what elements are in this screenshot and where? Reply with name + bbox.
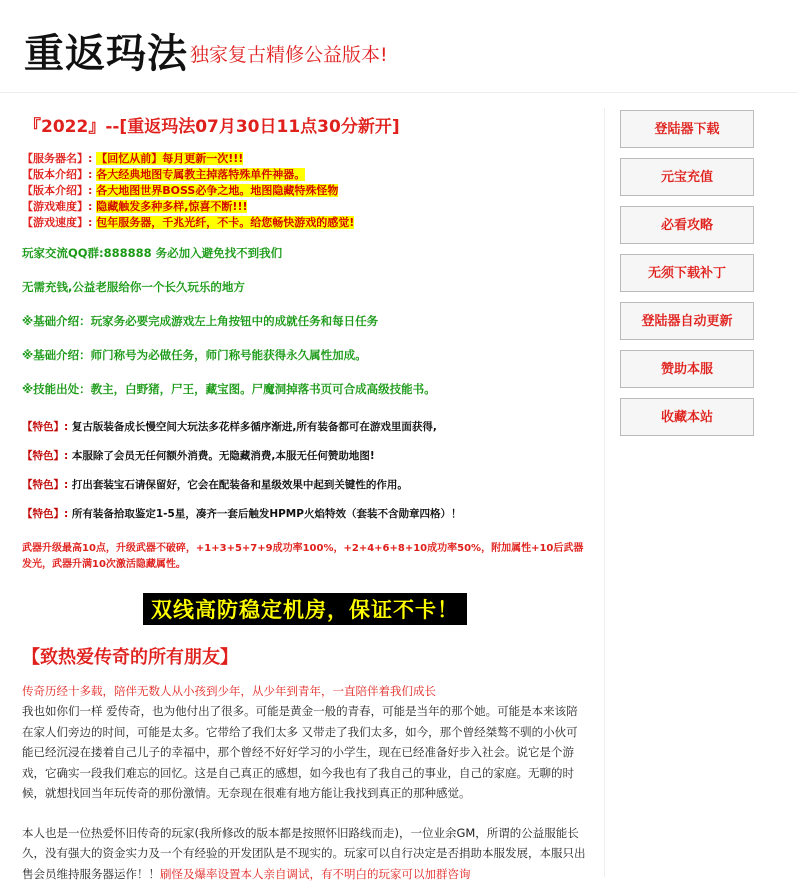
info-value: 各大地图世界BOSS必争之地。地图隐藏特殊怪物 [96, 184, 338, 197]
gm-paragraph-red: 刷怪及爆率设置本人亲自调试，有不明白的玩家可以加群咨询 [160, 867, 471, 881]
feature-line [22, 477, 588, 492]
info-row-version-1 [22, 167, 588, 183]
site-logo[interactable]: 重返玛法 [24, 22, 188, 79]
feature-label: 【特色】: [22, 421, 68, 433]
feature-text: 所有装备拾取鉴定1-5星，凑齐一套后触发HPMP火焰特效（套装不含勋章四格）！ [72, 508, 462, 520]
info-value: 【回忆从前】每月更新一次!!! [96, 152, 243, 165]
paragraph-gap [22, 804, 588, 823]
info-row-difficulty [22, 199, 588, 215]
sidebar [620, 110, 756, 446]
launcher-download-button[interactable]: 登陆器下载 [620, 110, 754, 148]
no-charge-line: 无需充钱,公益老服给你一个长久玩乐的地方 [22, 279, 588, 295]
gm-paragraph-text: 本人也是一位热爱怀旧传奇的玩家(我所修改的版本都是按照怀旧路线而走)，一位业余GM，所谓的公益服能长久，没有强大的资金实力及一个有经验的开发团队是不现实的。玩家可以自行决定是否捐助本服发展，本服只出售会员维持服务器运作！！ [22, 826, 586, 881]
feature-label: 【特色】: [22, 508, 68, 520]
gm-paragraph [22, 823, 588, 884]
sponsor-button[interactable]: 赞助本服 [620, 350, 754, 388]
feature-text: 复古版装备成长慢空间大玩法多花样多循序渐进,所有装备都可在游戏里面获得, [72, 421, 437, 433]
feature-text: 打出套装宝石请保留好，它会在配装备和星级效果中起到关键性的作用。 [72, 479, 408, 491]
skill-source-line: ※技能出处：教主，白野猪，尸王，藏宝图。尸魔洞掉落书页可合成高级技能书。 [22, 381, 588, 397]
feature-label: 【特色】: [22, 479, 68, 491]
basic-intro-tasks: ※基础介绍：玩家务必要完成游戏左上角按钮中的成就任务和每日任务 [22, 313, 588, 329]
info-label: 【版本介绍】: [22, 168, 92, 181]
site-header [0, 0, 798, 93]
info-label: 【游戏速度】: [22, 216, 92, 229]
main-content [22, 108, 588, 884]
column-divider [604, 108, 605, 877]
open-date-headline: 『2022』--[重返玛法07月30日11点30分新开] [24, 112, 588, 137]
info-row-version-2 [22, 183, 588, 199]
bookmark-button[interactable]: 收藏本站 [620, 398, 754, 436]
guide-button[interactable]: 必看攻略 [620, 206, 754, 244]
stability-banner: 双线高防稳定机房，保证不卡！ [143, 593, 467, 625]
feature-text: 本服除了会员无任何额外消费。无隐藏消费,本服无任何赞助地图! [72, 450, 375, 462]
info-value: 隐藏触发多种多样,惊喜不断!!! [96, 200, 247, 213]
info-label: 【版本介绍】: [22, 184, 92, 197]
info-row-speed [22, 215, 588, 231]
banner-wrap [22, 593, 588, 625]
feature-label: 【特色】: [22, 450, 68, 462]
feature-line [22, 419, 588, 434]
feature-line [22, 448, 588, 463]
basic-intro-title: ※基础介绍：师门称号为必做任务，师门称号能获得永久属性加成。 [22, 347, 588, 363]
feature-line [22, 506, 588, 521]
section-title: 【致热爱传奇的所有朋友】 [22, 643, 588, 669]
recharge-button[interactable]: 元宝充值 [620, 158, 754, 196]
qq-group-line: 玩家交流QQ群:888888 务必加入避免找不到我们 [22, 245, 588, 261]
info-row-server-name [22, 151, 588, 167]
info-value: 各大经典地图专属教主掉落特殊单件神器。 [96, 168, 305, 181]
weapon-upgrade-note: 武器升级最高10点，升级武器不破碎，+1+3+5+7+9成功率100%，+2+4+6+8+10成功率50%，附加属性+10后武器发光，武器升满10次激活隐藏属性。 [22, 541, 588, 573]
story-paragraph: 我也如你们一样 爱传奇，也为他付出了很多。可能是黄金一般的青春，可能是当年的那个她。可能是本来该陪在家人们旁边的时间，可能是太多。它带给了我们太多 又带走了我们太多，如今，那个曾经桀骜不驯的小伙可能已经沉浸在搂着自己儿子的幸福中，那个曾经不好好学习的小学生，现在已经准备好步入社会。说它是个游戏，它确实一段我们难忘的回忆。这是自己真正的感想，如今我也有了我自己的事业，自己的家庭。无聊的时候，就想找回当年玩传奇的那份激情。无奈现在很难有地方能让我找到真正的那种感觉。 [22, 701, 588, 804]
site-slogan: 独家复古精修公益版本! [190, 40, 388, 67]
info-label: 【游戏难度】: [22, 200, 92, 213]
intro-red-line: 传奇历经十多载，陪伴无数人从小孩到少年，从少年到青年，一直陪伴着我们成长 [22, 681, 588, 701]
info-value: 包年服务器，千兆光纤，不卡。给您畅快游戏的感觉! [96, 216, 354, 229]
info-label: 【服务器名】: [22, 152, 92, 165]
no-patch-button[interactable]: 无须下载补丁 [620, 254, 754, 292]
launcher-update-button[interactable]: 登陆器自动更新 [620, 302, 754, 340]
